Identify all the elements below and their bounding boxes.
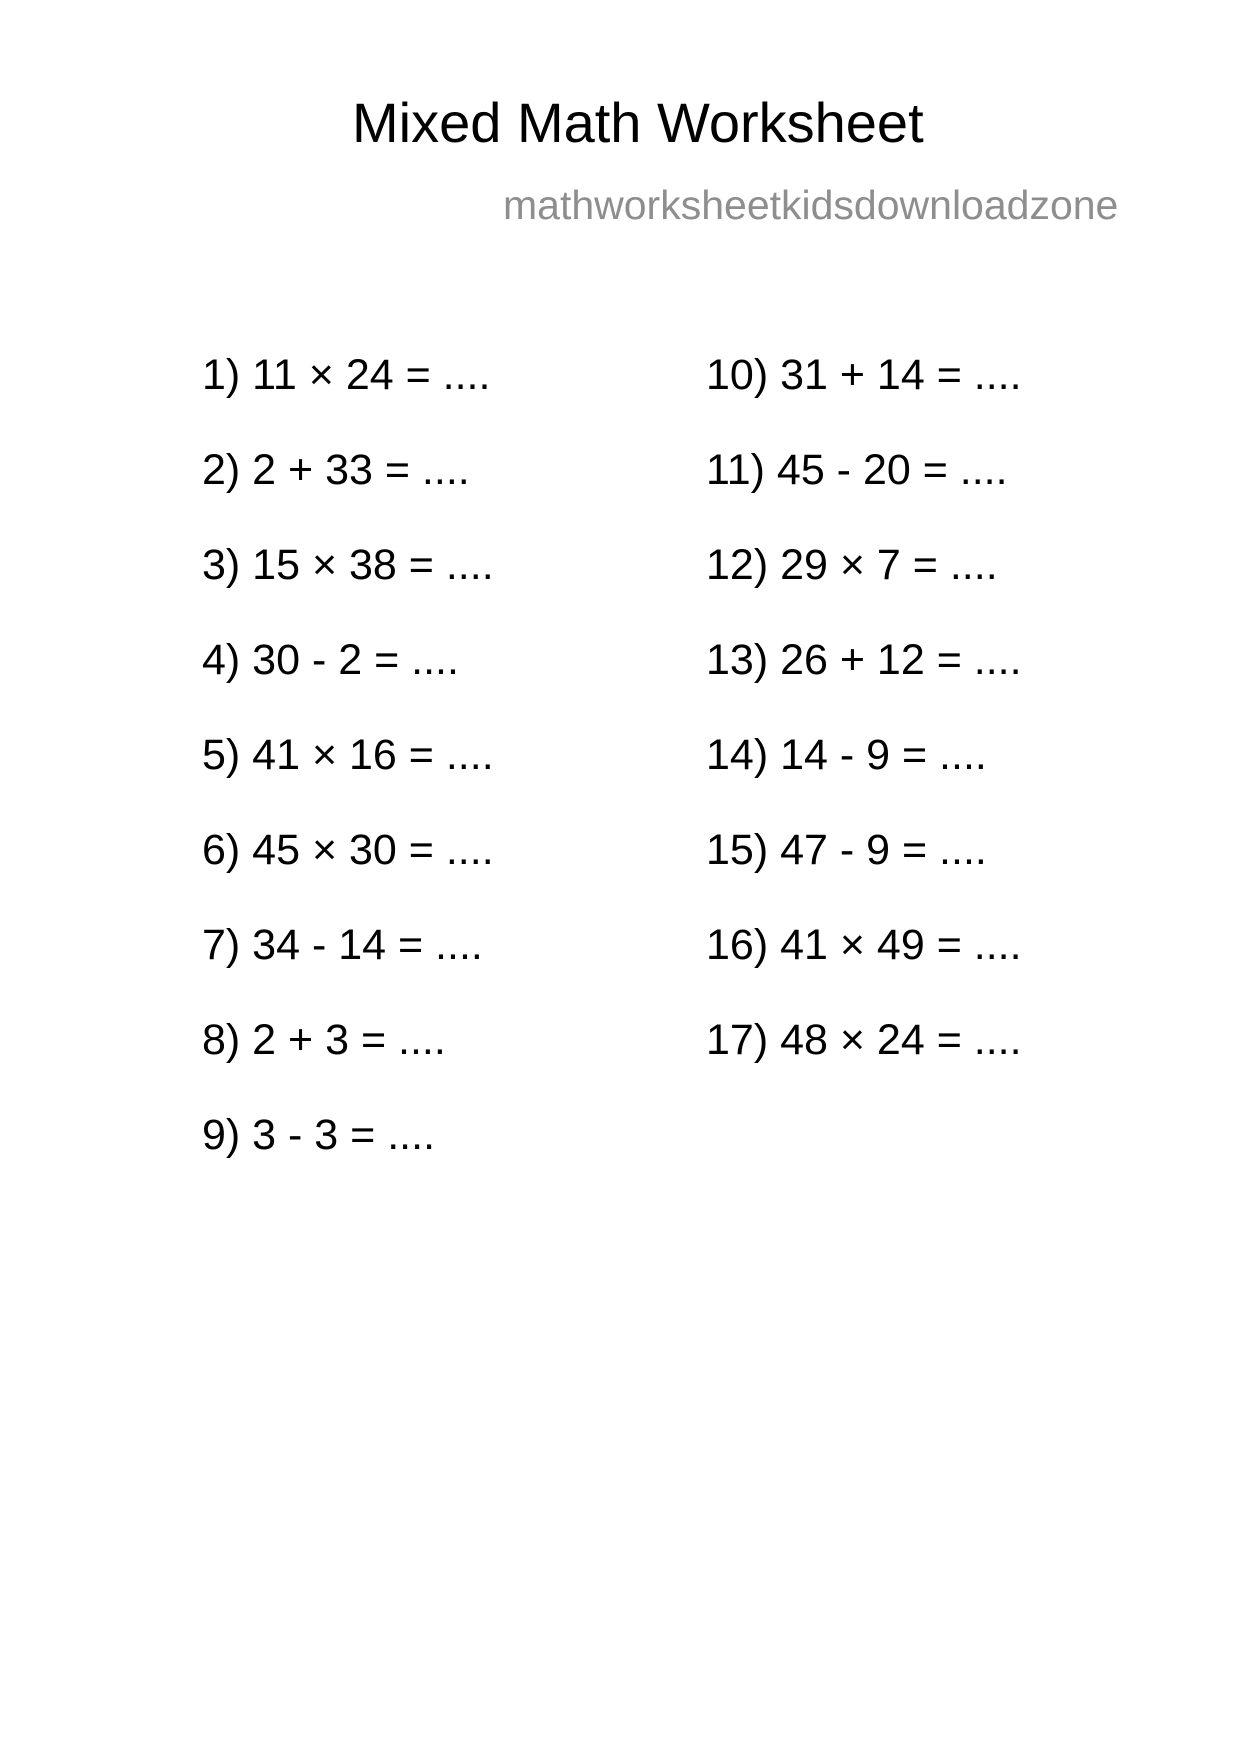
problem-2: 2) 2 + 33 = .... [202,446,470,494]
problem-14: 14) 14 - 9 = .... [706,731,987,779]
problem-column-right [706,351,1022,1114]
problem-8: 8) 2 + 3 = .... [202,1016,446,1064]
problem-column-left [202,351,494,1209]
watermark-text: mathworksheetkidsdownloadzone [503,182,1119,228]
problem-4: 4) 30 - 2 = .... [202,636,459,684]
problem-15: 15) 47 - 9 = .... [706,826,987,874]
problem-5: 5) 41 × 16 = .... [202,731,494,779]
problem-7: 7) 34 - 14 = .... [202,921,483,969]
problem-6: 6) 45 × 30 = .... [202,826,494,874]
problem-10: 10) 31 + 14 = .... [706,351,1022,399]
problem-16: 16) 41 × 49 = .... [706,921,1022,969]
problem-3: 3) 15 × 38 = .... [202,541,494,589]
problem-12: 12) 29 × 7 = .... [706,541,998,589]
problem-1: 1) 11 × 24 = .... [202,351,491,399]
problem-11: 11) 45 - 20 = .... [706,446,1008,494]
problem-9: 9) 3 - 3 = .... [202,1111,436,1159]
worksheet-title: Mixed Math Worksheet [352,91,924,154]
problem-13: 13) 26 + 12 = .... [706,636,1022,684]
problem-17: 17) 48 × 24 = .... [706,1016,1022,1064]
